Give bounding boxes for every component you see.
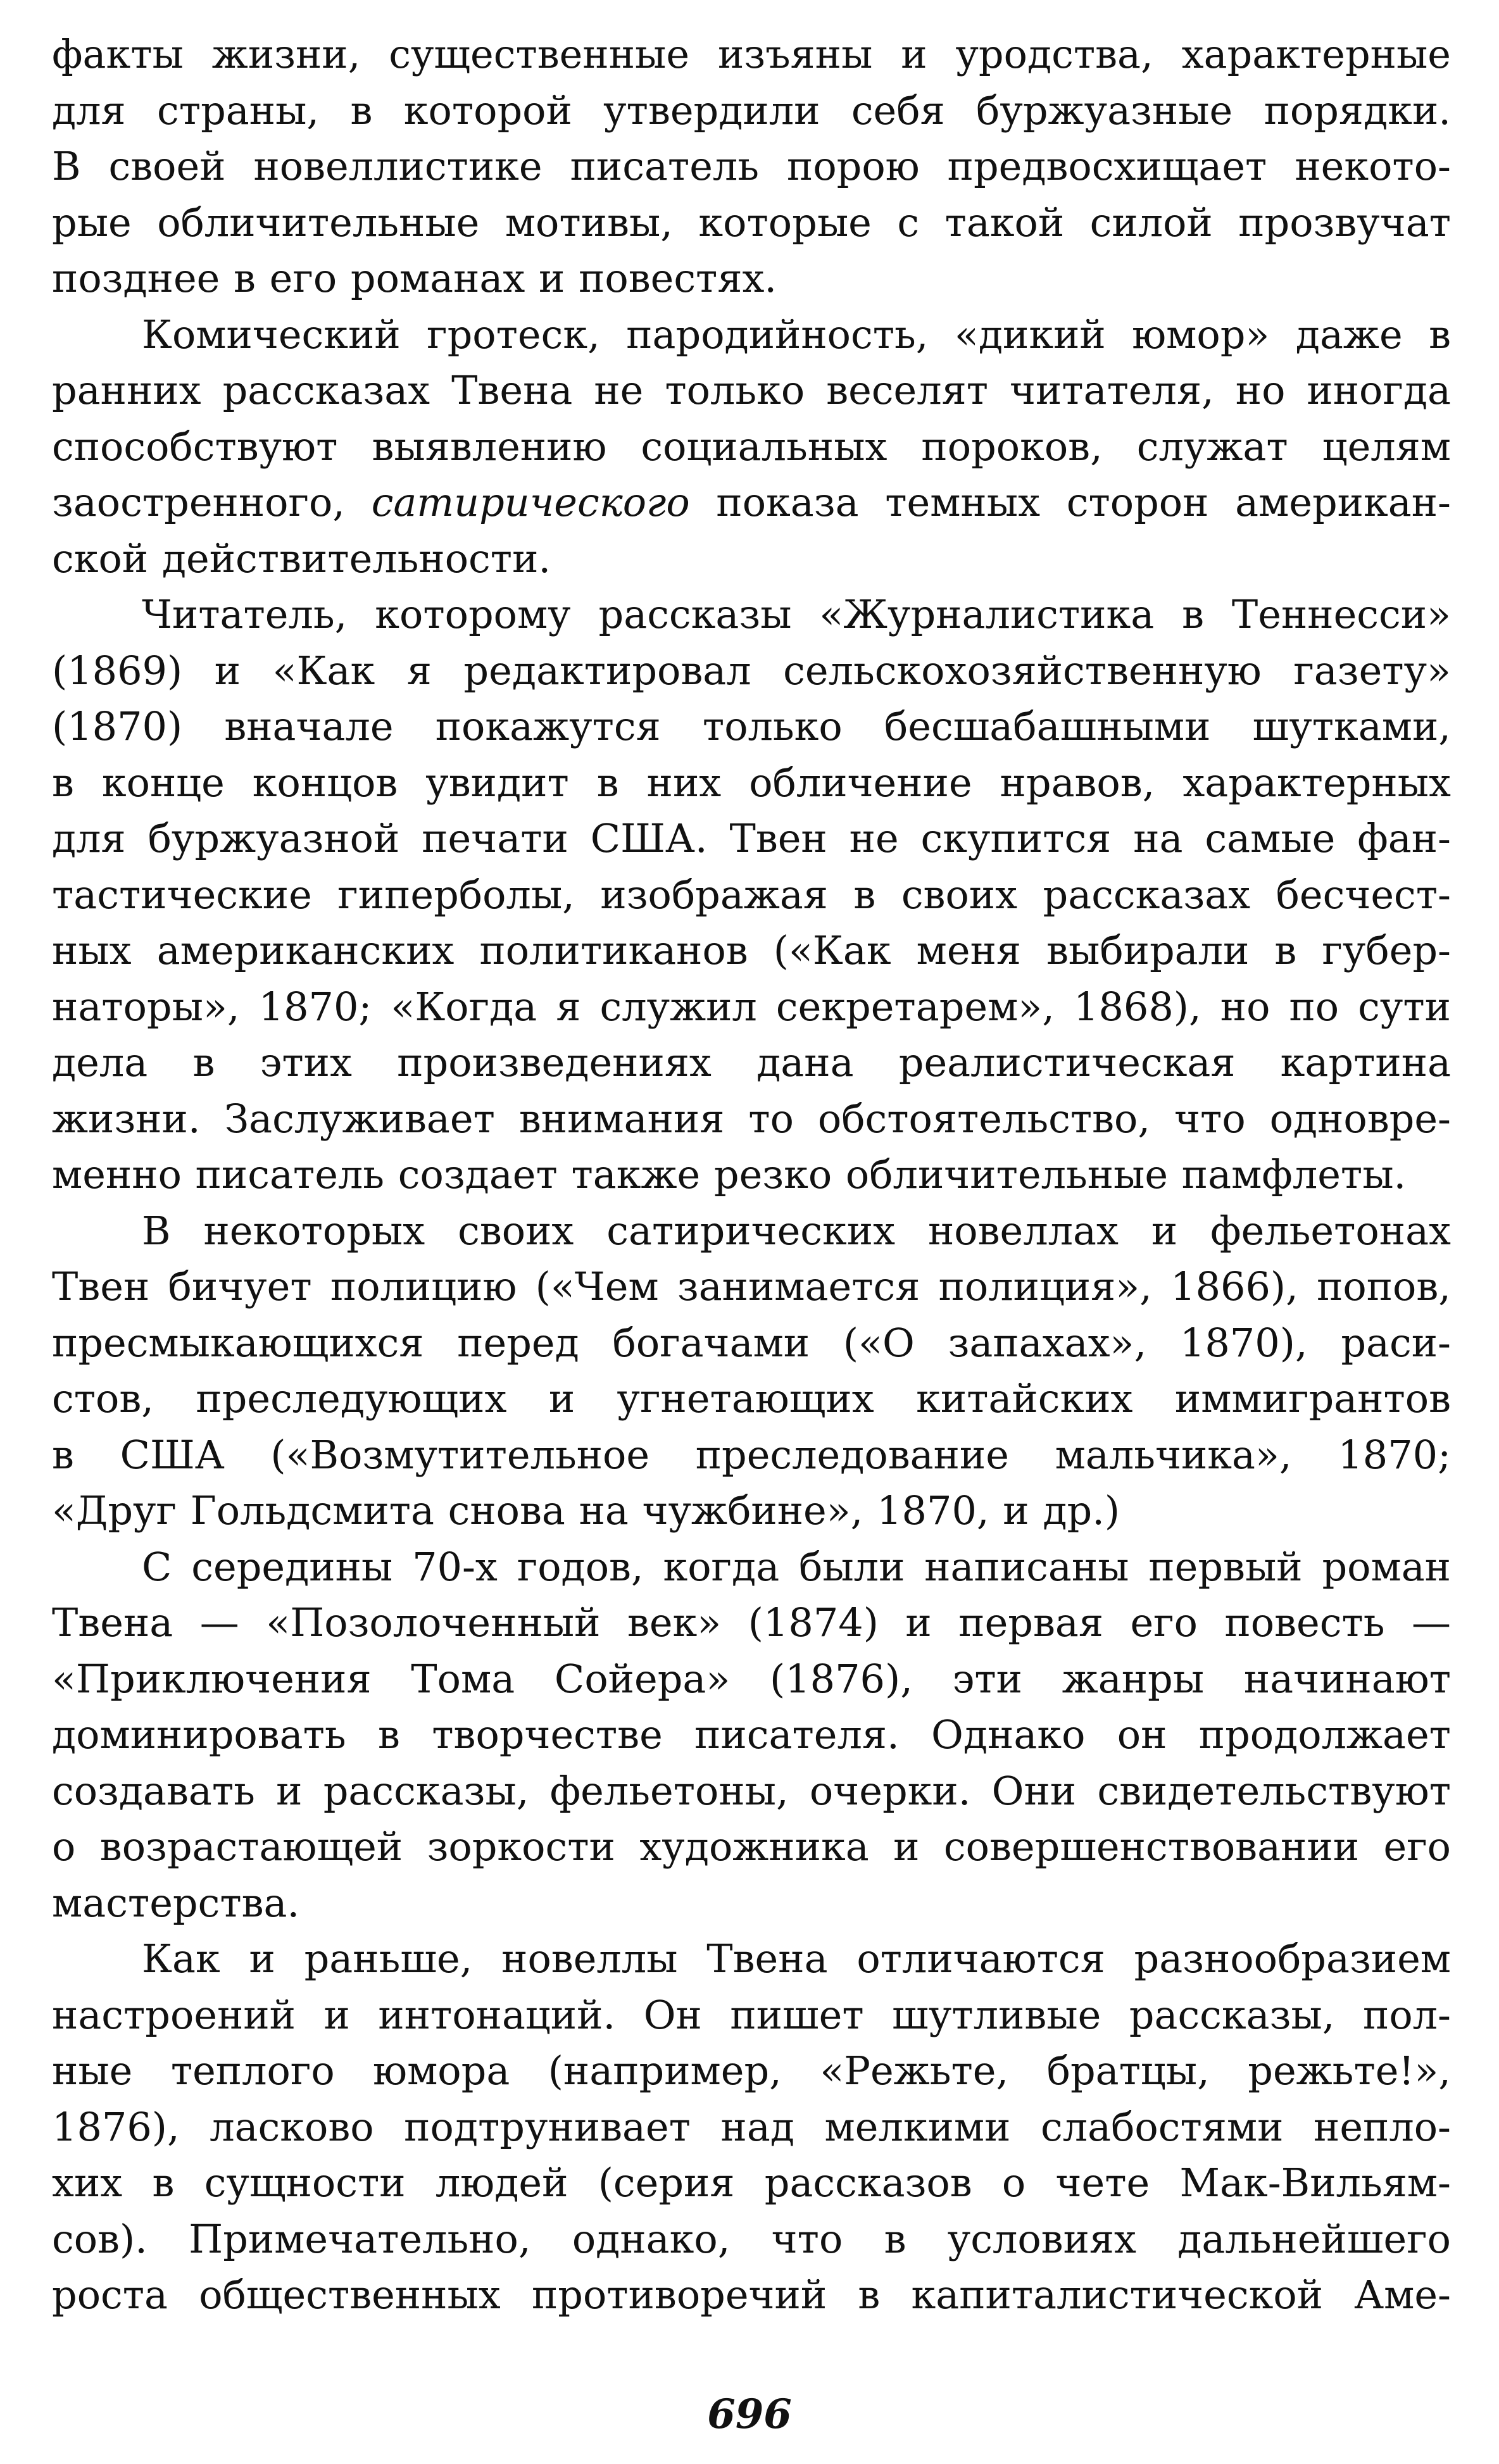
text-line: «Друг Гольдсмита снова на чужбине», 1870, и др.)	[52, 1487, 1120, 1534]
text-line: (1869) и «Как я редактировал сельскохозяйственную газету»	[52, 647, 1451, 694]
paragraph-4	[52, 1203, 1451, 1539]
text-line: В некоторых своих сатирических новеллах и фельетонах	[142, 1207, 1451, 1254]
text-line: способствуют выявлению социальных пороков, служат целям	[52, 423, 1451, 470]
text-line: Читатель, которому рассказы «Журналистика в Теннесси»	[142, 591, 1451, 637]
text-line: Как и раньше, новеллы Твена отличаются разнообразием	[142, 1936, 1451, 1982]
text-line: пресмыкающихся перед богачами («О запахах», 1870), раси-	[52, 1319, 1451, 1366]
paragraph-1	[52, 27, 1451, 307]
text-line: Твен бичует полицию («Чем занимается полиция», 1866), попов,	[52, 1263, 1451, 1310]
paragraph-2	[52, 307, 1451, 587]
text-line: в США («Возмутительное преследование мальчика», 1870;	[52, 1431, 1451, 1478]
text-line: 1876), ласково подтрунивает над мелкими слабостями непло-	[52, 2103, 1451, 2150]
text-line: Твена — «Позолоченный век» (1874) и первая его повесть —	[52, 1599, 1451, 1646]
text-line: мастерства.	[52, 1879, 300, 1926]
text-line: С середины 70-х годов, когда были написаны первый роман	[142, 1543, 1451, 1590]
text-line: роста общественных противоречий в капиталистической Аме-	[52, 2272, 1451, 2318]
text-line: ской действительности.	[52, 535, 551, 582]
text-line: факты жизни, существенные изъяны и уродства, характерные	[52, 31, 1451, 77]
text-line: тастические гиперболы, изображая в своих рассказах бесчест-	[52, 871, 1451, 918]
text-line: дела в этих произведениях дана реалистическая картина	[52, 1039, 1451, 1085]
text-line-with-italic: заостренного, сатирического показа темных сторон американ-	[52, 479, 1451, 525]
text-line: хих в сущности людей (серия рассказов о чете Мак-Вильям-	[52, 2160, 1451, 2206]
text-line: менно писатель создает также резко обличительные памфлеты.	[52, 1151, 1407, 1198]
text-line: для буржуазной печати США. Твен не скупится на самые фан-	[52, 815, 1451, 861]
body-text	[52, 27, 1451, 2323]
text-line: рые обличительные мотивы, которые с такой силой прозвучат	[52, 199, 1451, 246]
text-line: (1870) вначале покажутся только бесшабашными шутками,	[52, 703, 1451, 749]
text-line: стов, преследующих и угнетающих китайских иммигрантов	[52, 1375, 1451, 1422]
text-line: настроений и интонаций. Он пишет шутливые рассказы, пол-	[52, 1991, 1451, 2038]
text-line: сов). Примечательно, однако, что в условиях дальнейшего	[52, 2215, 1451, 2262]
text-line: наторы», 1870; «Когда я служил секретарем», 1868), но по сути	[52, 983, 1451, 1030]
text-line: позднее в его романах и повестях.	[52, 255, 777, 301]
text-line: ные теплого юмора (например, «Режьте, братцы, режьте!»,	[52, 2048, 1451, 2094]
text-line: создавать и рассказы, фельетоны, очерки. Они свидетельствуют	[52, 1767, 1451, 1814]
text-line: для страны, в которой утвердили себя буржуазные порядки.	[52, 87, 1451, 134]
text-line: В своей новеллистике писатель порою предвосхищает некото-	[52, 143, 1451, 189]
page-number: 696	[707, 2391, 792, 2438]
text-line: ранних рассказах Твена не только веселят читателя, но иногда	[52, 367, 1451, 413]
italic-word: сатирического	[371, 479, 690, 525]
text-line: ных американских политиканов («Как меня выбирали в губер-	[52, 927, 1451, 973]
text-line: жизни. Заслуживает внимания то обстоятельство, что одновре-	[52, 1095, 1451, 1142]
text-line: в конце концов увидит в них обличение нравов, характерных	[52, 759, 1451, 806]
paragraph-5	[52, 1539, 1451, 1932]
paragraph-3	[52, 587, 1451, 1203]
text-line: Комический гротеск, пародийность, «дикий юмор» даже в	[142, 311, 1451, 358]
text-line: доминировать в творчестве писателя. Однако он продолжает	[52, 1711, 1451, 1758]
text-line: о возрастающей зоркости художника и совершенствовании его	[52, 1823, 1451, 1870]
paragraph-6	[52, 1931, 1451, 2323]
text-line: «Приключения Тома Сойера» (1876), эти жанры начинают	[52, 1655, 1451, 1702]
